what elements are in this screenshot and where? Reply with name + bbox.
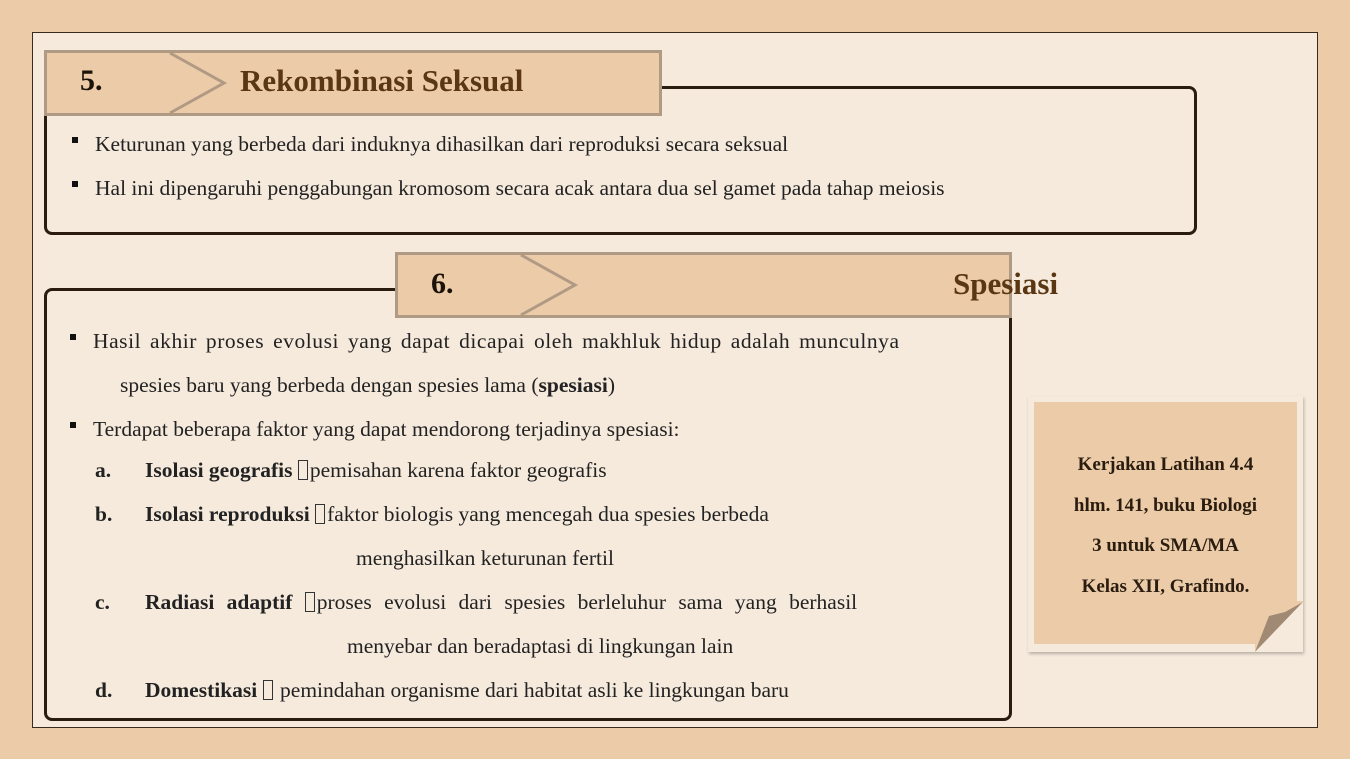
factor-d <box>145 676 789 704</box>
factor-desc: pemindahan organisme dari habitat asli ke lingkungan baru <box>280 678 789 702</box>
section-6-bullet-2: Terdapat beberapa faktor yang dapat mendorong terjadinya spesiasi: <box>93 417 680 441</box>
section-6-number: 6. <box>431 267 454 300</box>
note-line: Kelas XII, Grafindo. <box>1081 575 1250 597</box>
bullet <box>70 422 76 428</box>
arrow-icon <box>263 680 273 700</box>
arrow-icon <box>315 504 325 524</box>
section-5-bullet-2: Hal ini dipengaruhi penggabungan kromosom secara acak antara dua sel gamet pada tahap meiosis <box>95 176 945 200</box>
bullet <box>72 137 78 143</box>
text: ) <box>607 373 615 397</box>
bullet <box>72 181 78 187</box>
keyword: spesiasi <box>538 373 608 397</box>
factor-desc: pemisahan karena faktor geografis <box>309 458 607 482</box>
factor-c <box>145 588 857 616</box>
factor-b-cont: menghasilkan keturunan fertil <box>356 546 614 570</box>
factor-c-cont: menyebar dan beradaptasi di lingkungan lain <box>347 634 734 658</box>
factor-letter: a. <box>95 458 112 482</box>
factor-letter: d. <box>95 678 113 702</box>
arrow-icon <box>305 592 315 612</box>
section-5-title: Rekombinasi Seksual <box>240 63 524 98</box>
note-line: Kerjakan Latihan 4.4 <box>1077 454 1254 475</box>
factor-b <box>145 500 769 528</box>
text: spesies baru yang berbeda dengan spesies lama ( <box>120 373 539 397</box>
note-line: 3 untuk SMA/MA <box>1092 535 1239 556</box>
factor-a <box>145 456 607 484</box>
chevron-icon <box>519 255 579 315</box>
factor-term: Isolasi reproduksi <box>145 502 310 526</box>
note-line: hlm. 141, buku Biologi <box>1073 494 1258 516</box>
factor-desc: proses evolusi dari spesies berleluhur sama yang berhasil <box>316 590 858 614</box>
section-5-number: 5. <box>80 64 103 97</box>
factor-term: Domestikasi <box>145 678 258 702</box>
page-curl-icon <box>1255 602 1303 652</box>
factor-letter: b. <box>95 502 113 526</box>
section-6-bullet-1-line-1: Hasil akhir proses evolusi yang dapat dicapai oleh makhluk hidup adalah munculnya <box>93 329 900 353</box>
factor-term: Isolasi geografis <box>145 458 293 482</box>
arrow-icon <box>298 460 308 480</box>
section-6-header <box>395 252 1012 318</box>
section-6-bullet-1-line-2 <box>120 371 615 399</box>
factor-term: Radiasi adaptif <box>145 590 293 614</box>
factor-desc: faktor biologis yang mencegah dua spesies berbeda <box>327 502 769 526</box>
factor-letter: c. <box>95 590 110 614</box>
note-text <box>1034 445 1297 607</box>
bullet <box>70 334 76 340</box>
chevron-icon <box>168 53 228 113</box>
section-6-title: Spesiasi <box>953 266 1059 301</box>
section-5-bullet-1: Keturunan yang berbeda dari induknya dihasilkan dari reproduksi secara seksual <box>95 132 789 156</box>
